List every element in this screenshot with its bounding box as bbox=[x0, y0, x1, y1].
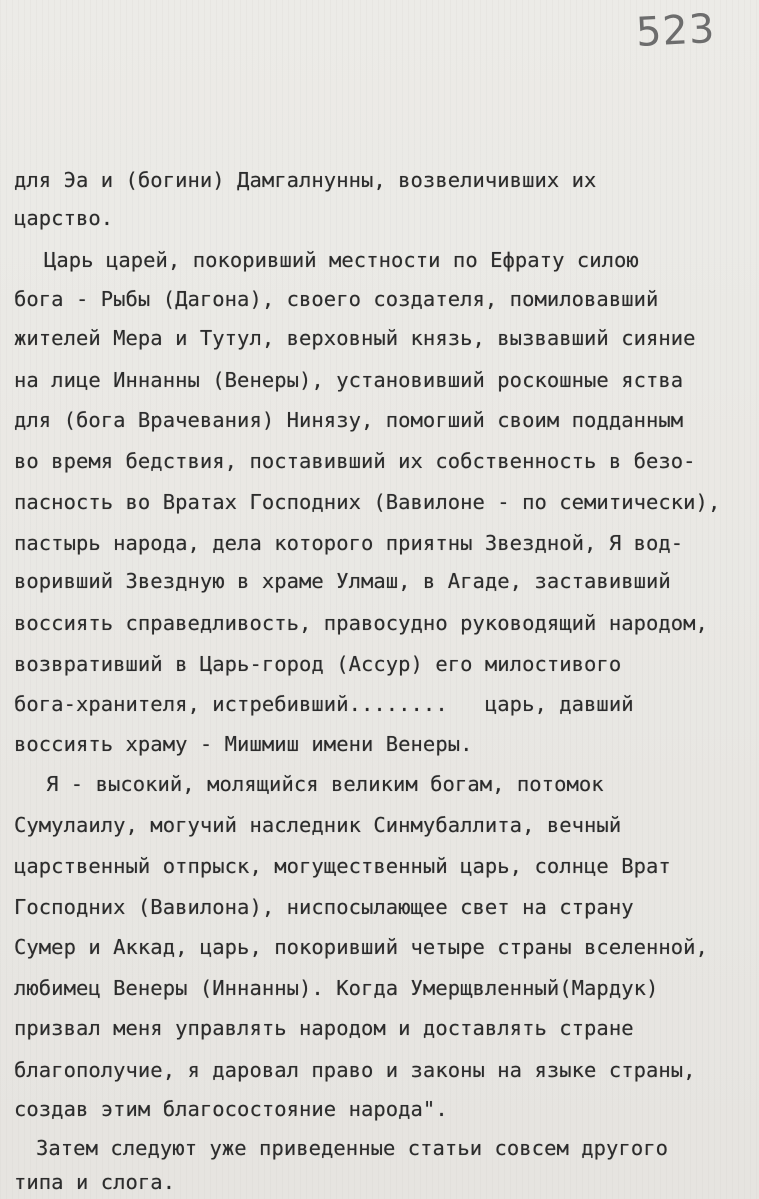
handwritten-page-number: 523 bbox=[634, 5, 717, 57]
text-line: жителей Мера и Тутул, верховный князь, вызвавший сияние bbox=[14, 326, 696, 350]
text-line: во время бедствия, поставивший их собственность в безо- bbox=[14, 449, 696, 473]
text-line: Господних (Вавилона), ниспосылающее свет на страну bbox=[14, 895, 634, 919]
text-line: Я - высокий, молящийся великим богам, потомок bbox=[46, 772, 604, 796]
text-line: призвал меня управлять народом и доставлять стране bbox=[14, 1016, 634, 1040]
text-line: возвративший в Царь-город (Ассур) его милостивого bbox=[14, 652, 622, 676]
text-line: Сумулаилу, могучий наследник Синмубаллита, вечный bbox=[14, 813, 622, 837]
text-line: пасность во Вратах Господних (Вавилоне - по семитически), bbox=[14, 490, 721, 514]
text-line: пастырь народа, дела которого приятны Звездной, Я вод- bbox=[14, 531, 684, 555]
text-line: воссиять храму - Мишмиш имени Венеры. bbox=[14, 732, 473, 756]
text-line: Сумер и Аккад, царь, покоривший четыре страны вселенной, bbox=[14, 935, 708, 959]
text-line: царственный отпрыск, могущественный царь, солнце Врат bbox=[14, 854, 671, 878]
text-line: создав этим благосостояние народа". bbox=[14, 1097, 448, 1121]
text-line: Царь царей, покоривший местности по Ефрату силою bbox=[44, 248, 639, 272]
text-line: царство. bbox=[14, 206, 114, 230]
text-line: благополучие, я даровал право и законы на языке страны, bbox=[14, 1058, 696, 1082]
text-line: Затем следуют уже приведенные статьи совсем другого bbox=[36, 1136, 668, 1160]
text-line: бога-хранителя, истребивший........ царь, давший bbox=[14, 692, 634, 716]
text-line: на лице Иннанны (Венеры), установивший роскошные яства bbox=[14, 368, 684, 392]
text-line: воссиять справедливость, правосудно руководящий народом, bbox=[14, 611, 708, 635]
text-line: бога - Рыбы (Дагона), своего создателя, помиловавший bbox=[14, 287, 659, 311]
text-line: воривший Звездную в храме Улмаш, в Агаде, заставивший bbox=[14, 569, 671, 593]
text-line: типа и слога. bbox=[14, 1170, 176, 1194]
text-line: для Эа и (богини) Дамгалнунны, возвеличивших их bbox=[14, 168, 597, 192]
text-line: любимец Венеры (Иннанны). Когда Умерщвленный(Мардук) bbox=[14, 976, 659, 1000]
text-line: для (бога Врачевания) Нинязу, помогший своим подданным bbox=[14, 408, 684, 432]
